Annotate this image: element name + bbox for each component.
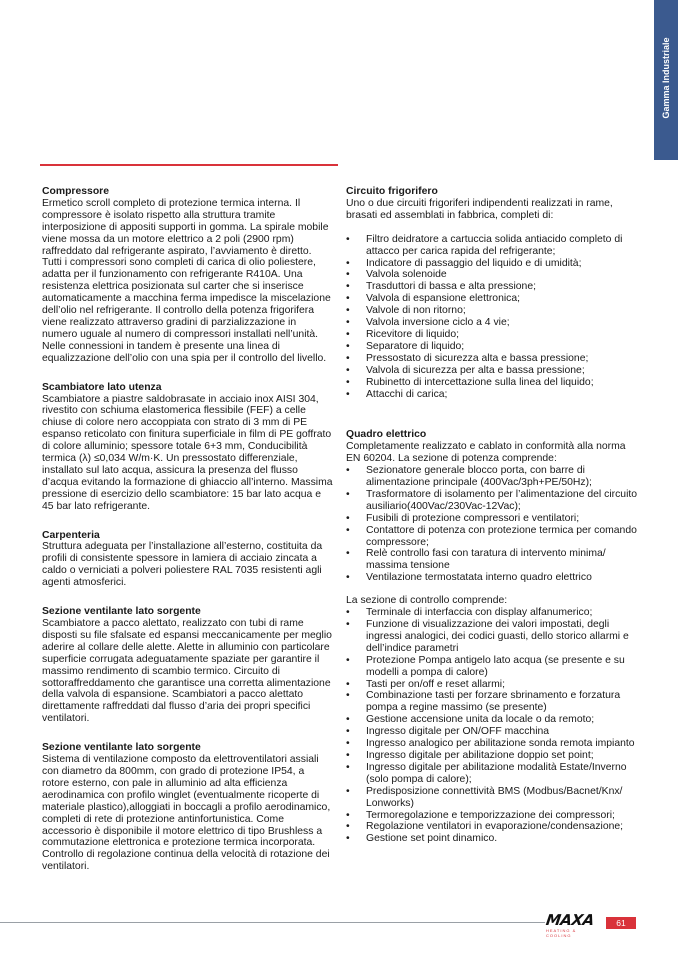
list-item: • Ventilazione termostatata interno quadro elettrico bbox=[346, 572, 638, 584]
power-list bbox=[346, 465, 638, 584]
section-title: Sezione ventilante lato sorgente bbox=[42, 742, 201, 754]
logo-subtitle: HEATING & COOLING bbox=[546, 928, 577, 938]
section-intro: Completamente realizzato e cablato in conformità alla norma EN 60204. La sezione di potenza comprende: bbox=[346, 441, 626, 465]
circuito-list bbox=[346, 234, 638, 401]
list-item: • Valvola di sicurezza per alta e bassa pressione; bbox=[346, 365, 638, 377]
list-item: • Attacchi di carica; bbox=[346, 389, 638, 401]
section-ventilante-2 bbox=[42, 742, 334, 873]
list-item: • Valvole di non ritorno; bbox=[346, 305, 638, 317]
list-item: • Combinazione tasti per forzare sbrinamento e forzatura pompa a regine massimo (se presente) bbox=[346, 690, 638, 714]
section-title: Quadro elettrico bbox=[346, 429, 427, 441]
list-item: • Valvola di espansione elettronica; bbox=[346, 293, 638, 305]
list-item: • Separatore di liquido; bbox=[346, 341, 638, 353]
section-circuito-frigorifero bbox=[346, 186, 638, 412]
list-item: • Rubinetto di intercettazione sulla linea del liquido; bbox=[346, 377, 638, 389]
list-item: • Ingresso digitale per ON/OFF macchina bbox=[346, 726, 638, 738]
list-item: • Valvola solenoide bbox=[346, 269, 638, 281]
list-item: • Filtro deidratore a cartuccia solida antiacido completo di attacco per carica rapida del refrigerante; bbox=[346, 234, 638, 258]
list-item: • Ingresso digitale per abilitazione doppio set point; bbox=[346, 750, 638, 762]
list-item: • Terminale di interfaccia con display alfanumerico; bbox=[346, 607, 638, 619]
section-compressore bbox=[42, 186, 334, 365]
section-scambiatore-utenza bbox=[42, 382, 334, 513]
section-title: Circuito frigorifero bbox=[346, 186, 438, 197]
list-item: • Trasduttori di bassa e alta pressione; bbox=[346, 281, 638, 293]
list-item: • Contattore di potenza con protezione termica per comando compressore; bbox=[346, 525, 638, 549]
list-item: • Protezione Pompa antigelo lato acqua (se presente e su modelli a pompa di calore) bbox=[346, 655, 638, 679]
list-item: • Gestione set point dinamico. bbox=[346, 833, 638, 845]
control-intro: La sezione di controllo comprende: bbox=[346, 595, 508, 607]
top-divider bbox=[40, 164, 338, 166]
footer-divider bbox=[0, 922, 545, 923]
section-body: Struttura adeguata per l’installazione all’esterno, costituita da profili di consistente spessore in lamiera di acciaio zincata a caldo o verniciati a polveri poliestere RAL 7035 resistenti agli agenti atmosferici. bbox=[42, 541, 323, 589]
logo-text: MAXA bbox=[544, 911, 596, 929]
side-tab-label: Gamma Industriale bbox=[661, 37, 671, 119]
section-title: Sezione ventilante lato sorgente bbox=[42, 606, 201, 618]
list-item: • Sezionatore generale blocco porta, con barre di alimentazione principale (400Vac/3ph+PE/50Hz); bbox=[346, 465, 638, 489]
section-title: Compressore bbox=[42, 186, 109, 197]
section-body: Sistema di ventilazione composto da elettroventilatori assiali con diametro da 800mm, con grado di protezione IP54, a rotore esterno, con pale in alluminio ad alta efficienza aerodinamica con profilo winglet (eventualmente ricoperte di materiale plastico),alloggiati in boccagli a profilo aerodinamico, completi di rete di protezione antinfortunistica. Come accessorio è disponibile il motore elettrico di tipo Brushless a commutazione elettronica e protezione termica incorporata. Controllo di regolazione continua della velocità di rotazione dei ventilatori. bbox=[42, 754, 331, 873]
list-item: • Valvola inversione ciclo a 4 vie; bbox=[346, 317, 638, 329]
list-item: • Gestione accensione unita da locale o da remoto; bbox=[346, 714, 638, 726]
side-tab bbox=[654, 0, 678, 160]
control-list bbox=[346, 607, 638, 845]
left-column bbox=[42, 186, 334, 890]
list-item: • Regolazione ventilatori in evaporazione/condensazione; bbox=[346, 821, 638, 833]
list-item: • Trasformatore di isolamento per l’alimentazione del circuito ausiliario(400Vac/230Vac-12Vac); bbox=[346, 489, 638, 513]
list-item: • Indicatore di passaggio del liquido e di umidità; bbox=[346, 258, 638, 270]
list-item: • Ricevitore di liquido; bbox=[346, 329, 638, 341]
brand-logo bbox=[544, 911, 602, 938]
page-number: 61 bbox=[606, 917, 636, 929]
section-body: Scambiatore a pacco alettato, realizzato con tubi di rame disposti su file sfalsate ed espansi meccanicamente per meglio aderire al collare delle alette. Alette in alluminio con particolare superficie corrugata adeguatamente spaziate per garantire il massimo rendimento di scambio termico. Circuito di sottoraffreddamento che garantisce una corretta alimentazione della valvola di espansione. Scambiatori a pacco alettato direttamente raffreddati dal flusso d’aria dei propri specifici ventilatori. bbox=[42, 618, 332, 725]
list-item: • Termoregolazione e temporizzazione dei compressori; bbox=[346, 810, 638, 822]
section-body: Scambiatore a piastre saldobrasate in acciaio inox AISI 304, rivestito con schiuma elastomerica flessibile (FEF) a celle chiuse di colore nero accoppiata con strato di 3 mm di PE espanso reticolato con finitura superficiale in film di PE goffrato di colore alluminio; spessore totale 6+3 mm, Conducibilità termica (λ) ≤0,034 W/m·K. Un pressostato differenziale, installato sul lato acqua, assicura la presenza del flusso d’acqua evitando la formazione di ghiaccio all’interno. Massima pressione di esercizio dello scambiatore: 15 bar lato acqua e 45 bar lato refrigerante. bbox=[42, 393, 333, 512]
list-item: • Funzione di visualizzazione dei valori impostati, degli ingressi analogici, dei codici guasti, dello storico allarmi e dell’indice parametri bbox=[346, 619, 638, 655]
list-item: • Relè controllo fasi con taratura di intervento minima/ massima tensione bbox=[346, 548, 638, 572]
right-column bbox=[346, 186, 638, 862]
section-title: Carpenteria bbox=[42, 529, 100, 541]
section-title: Scambiatore lato utenza bbox=[42, 381, 162, 393]
section-intro: Uno o due circuiti frigoriferi indipendenti realizzati in rame, brasati ed assemblati in fabbrica, completi di: bbox=[346, 197, 613, 221]
section-body: Ermetico scroll completo di protezione termica interna. Il compressore è isolato rispetto alla struttura tramite interposizione di appositi supporti in gomma. La spirale mobile viene mossa da un motore elettrico a 2 poli (2900 rpm) raffreddato dal refrigerante aspirato, l’avviamento è diretto. Tutti i compressori sono completi di carica di olio poliestere, adatta per il funzionamento con refrigerante R410A. Una resistenza elettrica posizionata sul carter che si inserisce automaticamente a macchina ferma impedisce la miscelazione dell’olio nel refrigerante. Il controllo della potenza frigorifera viene realizzato attraverso gradini di parzializzazione in numero uguale al numero di compressori installati nell’unità. Nelle connessioni in tandem è presente una linea di equalizzazione dell’olio con una spia per il controllo del livello. bbox=[42, 197, 331, 364]
section-ventilante-1 bbox=[42, 606, 334, 725]
list-item: • Pressostato di sicurezza alta e bassa pressione; bbox=[346, 353, 638, 365]
section-carpenteria bbox=[42, 530, 334, 590]
section-quadro-elettrico bbox=[346, 429, 638, 845]
list-item: • Ingresso analogico per abilitazione sonda remota impianto bbox=[346, 738, 638, 750]
list-item: • Fusibili di protezione compressori e ventilatori; bbox=[346, 513, 638, 525]
list-item: • Ingresso digitale per abilitazione modalità Estate/Inverno (solo pompa di calore); bbox=[346, 762, 638, 786]
list-item: • Tasti per on/off e reset allarmi; bbox=[346, 679, 638, 691]
list-item: • Predisposizione connettività BMS (Modbus/Bacnet/Knx/ Lonworks) bbox=[346, 786, 638, 810]
